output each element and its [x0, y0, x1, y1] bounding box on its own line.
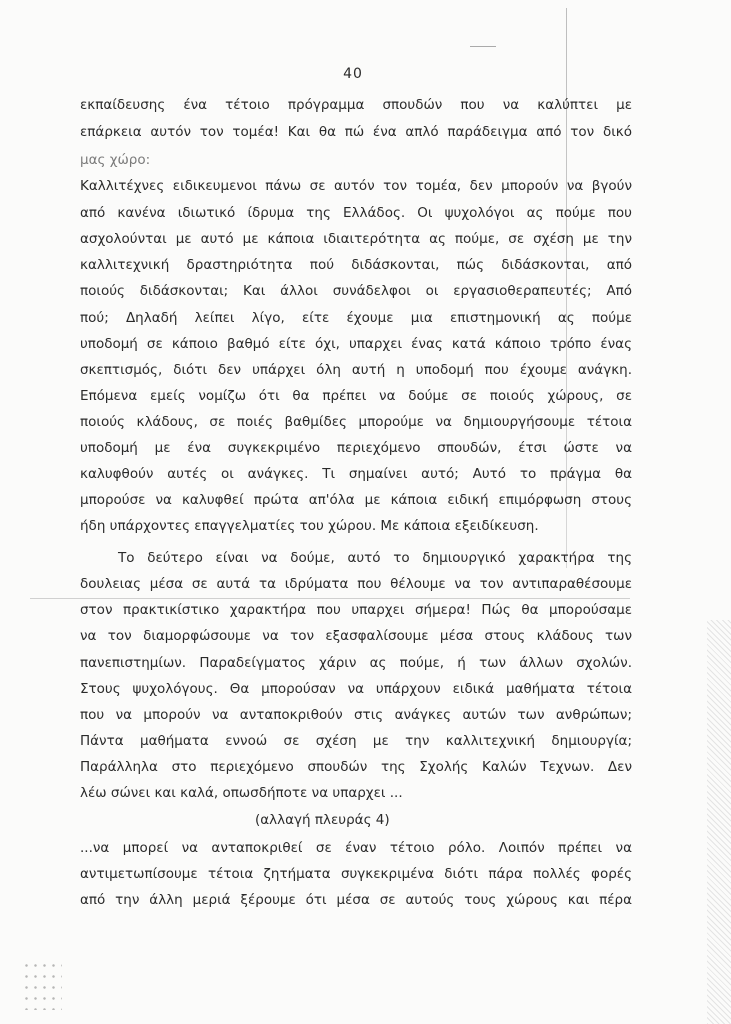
scan-corner-dots	[22, 960, 62, 1010]
text-line: στον πρακτικίστικο χαρακτήρα που υπαρχει σήμερα! Πώς θα μπορούσαμε	[80, 602, 632, 618]
text-line: μπορούσε να καλυφθεί πρώτα απ'όλα με κάποια ειδική επιμόρφωση στους	[80, 492, 632, 508]
text-line: ήδη υπάρχοντες επαγγελματίες του χώρου. Με κάποια εξειδίκευση.	[80, 518, 539, 534]
page-number: 40	[343, 66, 363, 82]
text-line: επάρκεια αυτόν τον τομέα! Και θα πώ ένα απλό παράδειγμα από τον δικό	[80, 124, 632, 140]
text-line: ποιούς κλάδους, σε ποιές βαθμίδες μπορούμε να δημιουργήσουμε τέτοια	[80, 414, 632, 430]
text-line: Το δεύτερο είναι να δούμε, αυτό το δημιουργικό χαρακτήρα της	[118, 550, 632, 566]
text-line: αντιμετωπίσουμε τέτοια ζητήματα συγκεκριμένα διότι πάρα πολλές φορές	[80, 866, 632, 882]
text-line: καλυφθούν αυτές οι ανάγκες. Τι σημαίνει αυτό; Αυτό το πράγμα θα	[80, 466, 632, 482]
scan-edge-noise	[707, 620, 731, 1024]
text-line: Επόμενα εμείς νομίζω ότι θα πρέπει να δούμε σε ποιούς χώρους, σε	[80, 388, 632, 404]
text-line: ποιούς διδάσκονται; Και άλλοι συνάδελφοι οι εργασιοθεραπευτές; Από	[80, 283, 632, 299]
section-note: (αλλαγή πλευράς 4)	[255, 812, 390, 828]
text-line: εκπαίδευσης ένα τέτοιο πρόγραμμα σπουδών που να καλύπτει με	[80, 97, 632, 113]
text-line: Καλλιτέχνες ειδικευμενοι πάνω σε αυτόν τον τομέα, δεν μπορούν να βγούν	[80, 178, 632, 194]
text-line: να τον διαμορφώσουμε να τον εξασφαλίσουμε μέσα στους κλάδους των	[80, 628, 632, 644]
scan-dash-mark	[470, 46, 496, 47]
text-line: ασχολούνται με αυτό με κάποια ιδιαιτερότητα ας πούμε, σε σχέση με την	[80, 231, 632, 247]
text-line: από την άλλη μεριά ξέρουμε ότι μέσα σε αυτούς τους χώρους και πέρα	[80, 892, 632, 908]
text-line: σκεπτισμός, διότι δεν υπάρχει όλη αυτή η υποδομή που έχουμε ανάγκη.	[80, 362, 632, 378]
text-line: Πάντα μαθήματα εννοώ σε σχέση με την καλλιτεχνική δημιουργία;	[80, 733, 632, 749]
text-line: που να μπορούν να ανταποκριθούν στις ανάγκες αυτών των ανθρώπων;	[80, 707, 632, 723]
text-line: μας χώρο:	[80, 152, 151, 168]
text-line: υποδομή σε κάποιο βαθμό είτε όχι, υπαρχει ένας κατά κάποιο τρόπο ένας	[80, 336, 632, 352]
text-line: υποδομή με ένα συγκεκριμένο περιεχόμενο σπουδών, έτσι ώστε να	[80, 440, 632, 456]
text-line: λέω σώνει και καλά, οπωσδήποτε να υπαρχει ...	[80, 785, 403, 801]
text-line: καλλιτεχνική δραστηριότητα πού διδάσκονται, πώς διδάσκονται, από	[80, 257, 632, 273]
text-line: πανεπιστημίων. Παραδείγματος χάριν ας πούμε, ή των άλλων σχολών.	[80, 655, 632, 671]
text-line: από κανένα ιδιωτικό ίδρυμα της Ελλάδος. Οι ψυχολόγοι ας πούμε που	[80, 205, 632, 221]
text-line: ...να μπορεί να ανταποκριθεί σε έναν τέτοιο ρόλο. Λοιπόν πρέπει να	[80, 840, 632, 856]
text-line: Παράλληλα στο περιεχόμενο σπουδών της Σχολής Καλών Τεχνων. Δεν	[80, 759, 632, 775]
text-line: δουλειας μέσα σε αυτά τα ιδρύματα που θέλουμε να τον αντιπαραθέσουμε	[80, 576, 632, 592]
text-line: Στους ψυχολόγους. Θα μπορούσαν να υπάρχουν ειδικά μαθήματα τέτοια	[80, 681, 632, 697]
scan-horizontal-line	[30, 598, 630, 599]
text-line: πού; Δηλαδή λείπει λίγο, είτε έχουμε μια επιστημονική ας πούμε	[80, 310, 632, 326]
